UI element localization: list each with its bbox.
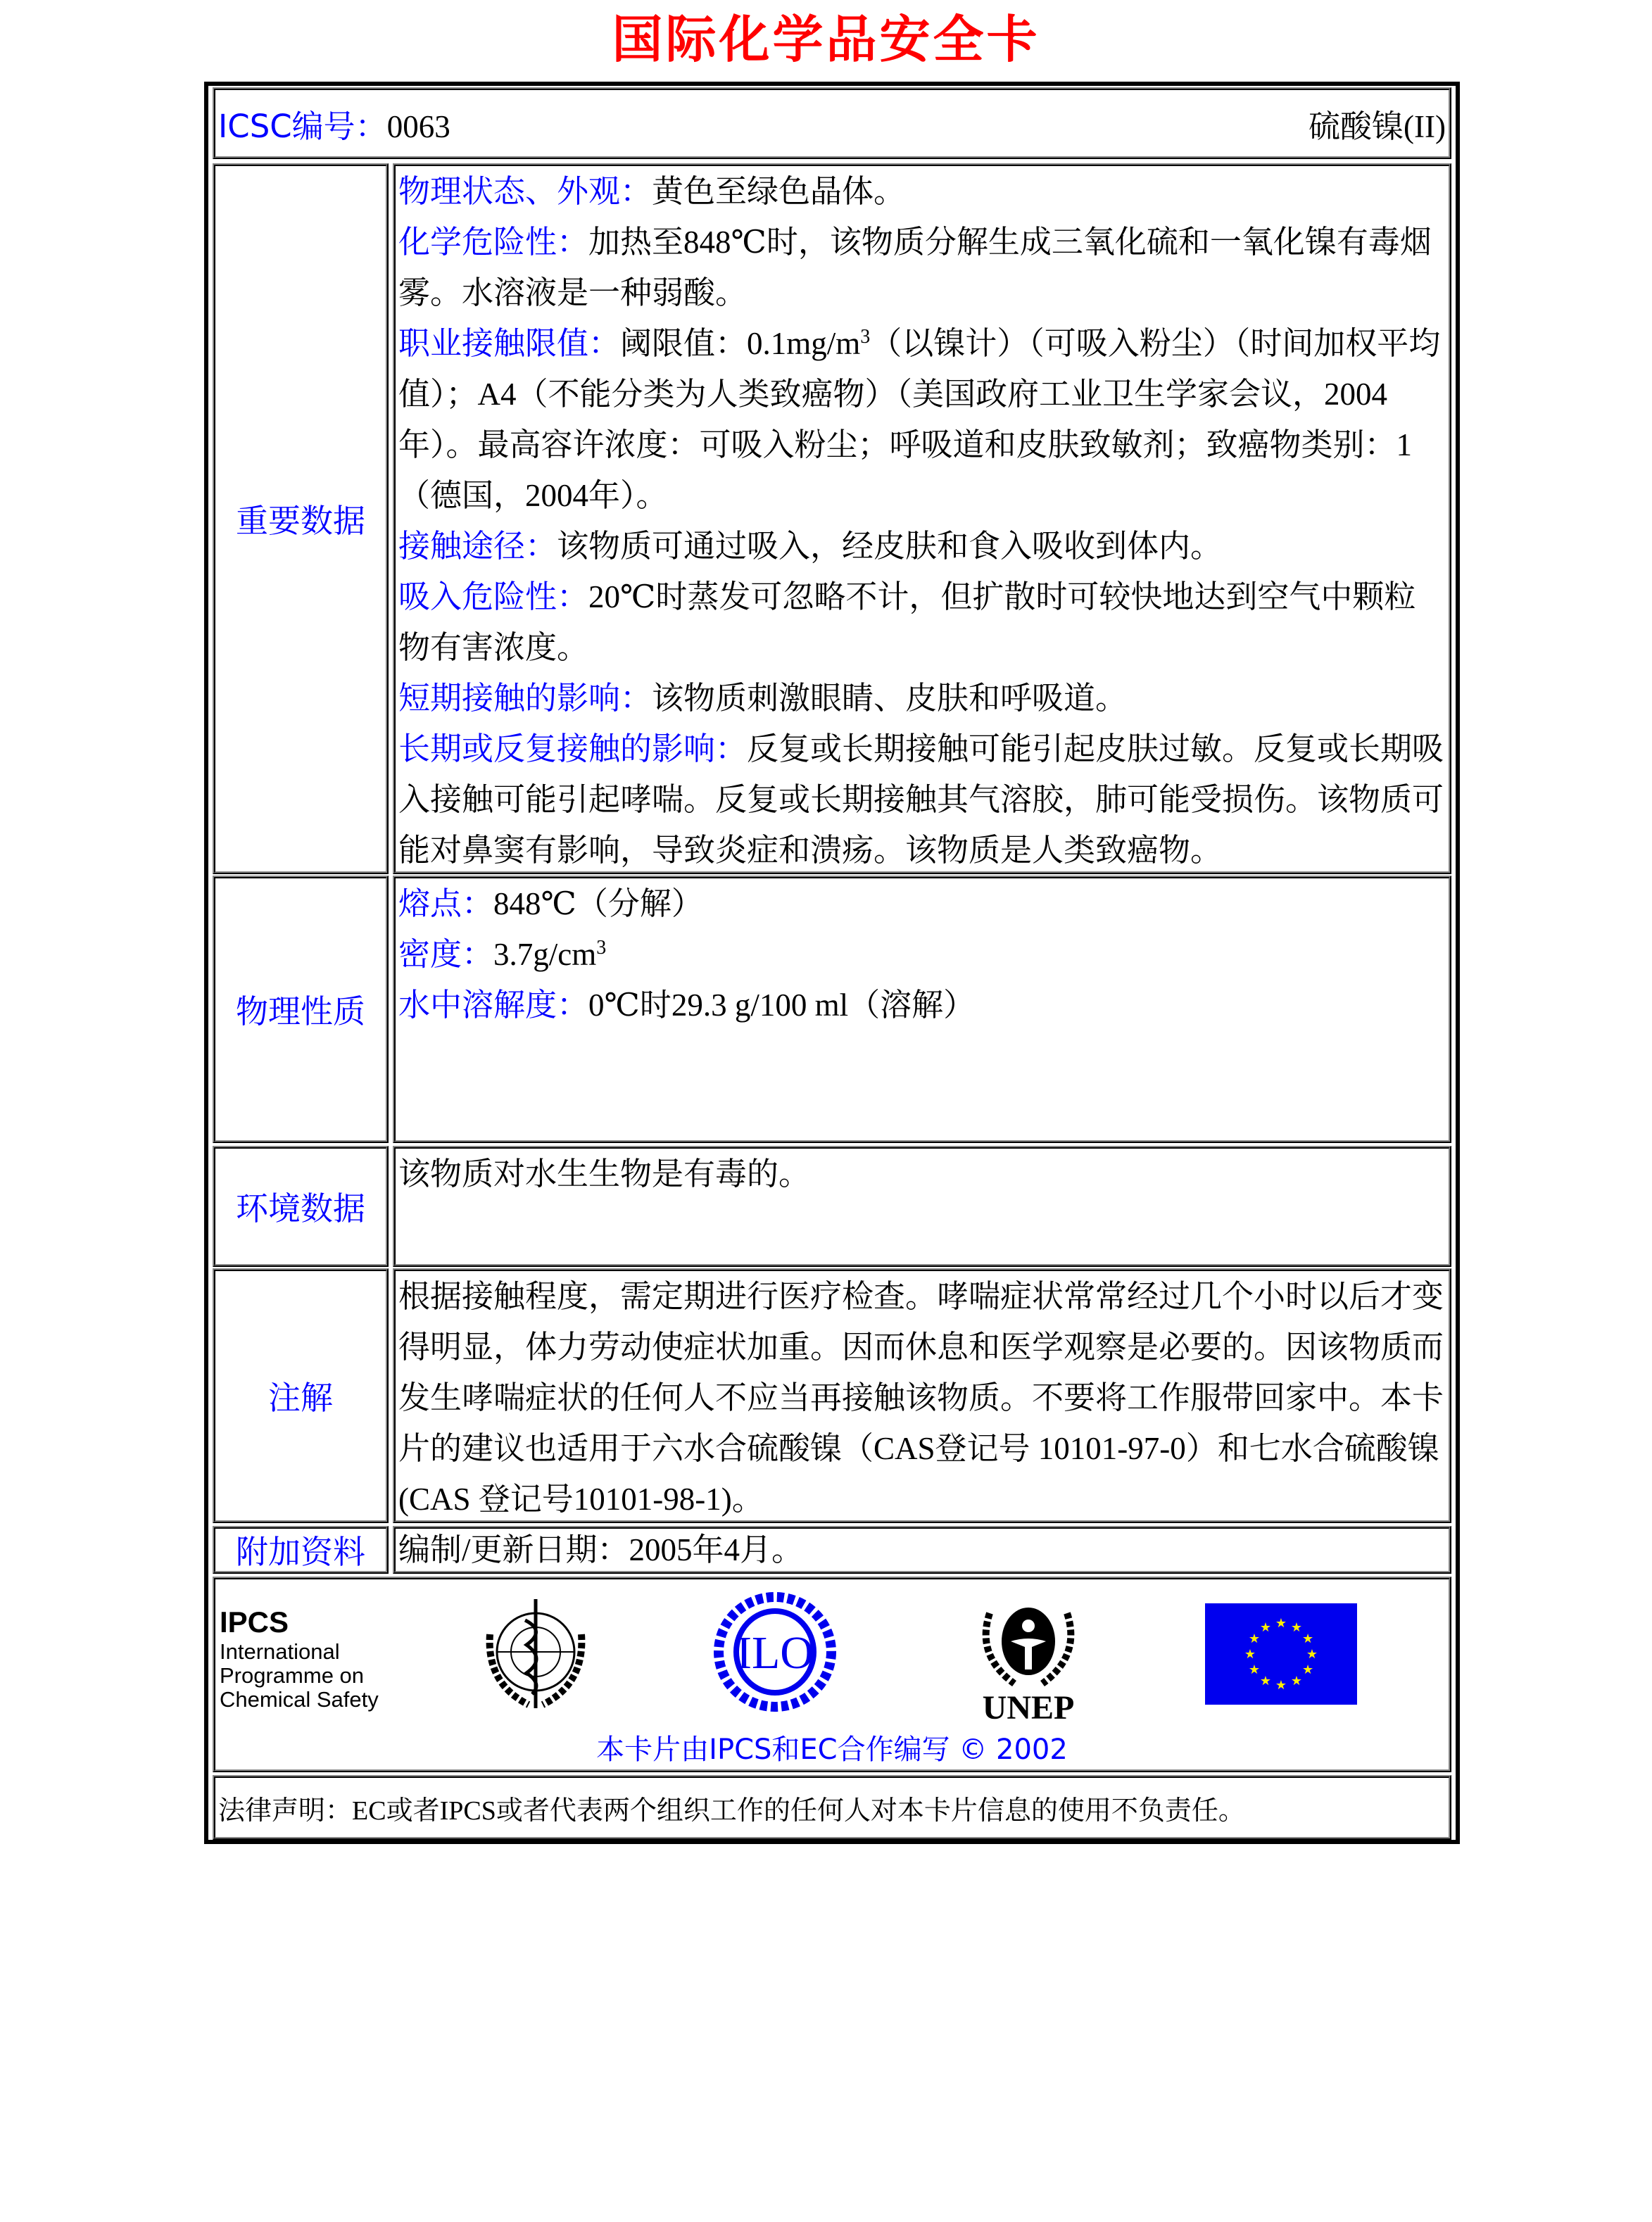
solubility: 水中溶解度：0℃时29.3 g/100 ml（溶解） xyxy=(398,986,976,1023)
eu-star-icon: ★ xyxy=(1302,1662,1314,1677)
notes-content: 根据接触程度，需定期进行医疗检查。哮喘症状常常经过几个小时以后才变得明显，体力劳动使症状加重。因而休息和医学观察是必要的。因该物质而发生哮喘症状的任何人不应当再接触该物质。不要将工作服带回家中。本卡片的建议也适用于六水合硫酸镍（CAS登记号 10101-97-0）和七水合硫酸镍(CAS 登记号10101-98-1)。 xyxy=(393,1268,1451,1523)
notes-label: 注解 xyxy=(213,1268,389,1523)
short-term-effects: 短期接触的影响：该物质刺激眼睛、皮肤和呼吸道。 xyxy=(398,679,1128,717)
exposure-limits: 职业接触限值：阈限值：$0.1mg/m^3$（以镍计）（可吸入粉尘）（时间加权平均值）；A4（不能分类为人类致癌物）（美国政府工业卫生学家会议，2004年）。最高容许浓度：可吸入粉尘；呼吸道和皮肤致敏剂；致癌物类别：1（德国，2004年）。 xyxy=(398,324,1441,513)
page-title: 国际化学品安全卡 xyxy=(612,10,1040,69)
environment-row xyxy=(213,1146,1451,1267)
eu-star-icon: ★ xyxy=(1248,1631,1260,1646)
eu-star-icon: ★ xyxy=(1290,1620,1303,1634)
eu-flag-logo xyxy=(1205,1603,1357,1705)
important-data-content xyxy=(393,163,1451,874)
exposure-routes: 接触途径：该物质可通过吸入，经皮肤和食入吸收到体内。 xyxy=(398,527,1223,564)
important-data-row xyxy=(213,163,1451,874)
header-row xyxy=(213,87,1451,159)
eu-stars-icon xyxy=(1205,1603,1357,1705)
eu-star-icon: ★ xyxy=(1290,1674,1303,1688)
who-logo xyxy=(469,1592,603,1719)
eu-star-icon: ★ xyxy=(1275,1616,1287,1630)
legal-disclaimer: 法律声明： EC或者IPCS或者代表两个组织工作的任何人对本卡片信息的使用不负责任。 xyxy=(213,1775,1451,1840)
svg-text:ILO: ILO xyxy=(736,1627,814,1679)
ilo-logo xyxy=(708,1592,842,1719)
notes-row xyxy=(213,1268,1451,1523)
credit-text: 本卡片由IPCS和EC合作编写 © 2002 xyxy=(596,1734,1068,1766)
chemical-hazard: 化学危险性：加热至848℃时，该物质分解生成三氧化硫和一氧化镍有毒烟雾。水溶液是一种弱酸。 xyxy=(398,223,1432,310)
environment-label: 环境数据 xyxy=(213,1146,389,1267)
svg-text:UNEP: UNEP xyxy=(982,1689,1075,1726)
physical-properties-row xyxy=(213,876,1451,1143)
long-term-effects: 长期或反复接触的影响：反复或长期接触可能引起皮肤过敏。反复或长期吸入接触可能引起哮喘。反复或长期接触其气溶胶，肺可能受损伤。该物质可能对鼻窦有影响，导致炎症和溃疡。该物质是人类致癌物。 xyxy=(398,730,1444,868)
ipcs-text: IPCS International Programme on Chemical Safety xyxy=(220,1605,379,1712)
additional-label: 附加资料 xyxy=(213,1526,389,1574)
physical-properties-content xyxy=(393,876,1451,1143)
footer-logos-row xyxy=(213,1577,1451,1772)
eu-star-icon: ★ xyxy=(1259,1620,1272,1634)
icsc-number: ICSC编号：0063 xyxy=(218,107,450,145)
legal-row xyxy=(213,1775,1451,1840)
additional-content: 编制/更新日期：2005年4月。 xyxy=(393,1526,1451,1574)
unep-logo xyxy=(961,1592,1095,1726)
inhalation-hazard: 吸入危险性：20℃时蒸发可忽略不计，但扩散时可较快地达到空气中颗粒物有害浓度。 xyxy=(398,578,1416,665)
eu-star-icon: ★ xyxy=(1275,1678,1287,1692)
substance-name: 硫酸镍(II) xyxy=(1309,108,1446,144)
physical-state: 物理状态、外观：黄色至绿色晶体。 xyxy=(398,172,906,210)
melting-point: 熔点：848℃（分解） xyxy=(398,885,703,922)
additional-row xyxy=(213,1526,1451,1574)
safety-card xyxy=(204,82,1460,1844)
eu-star-icon: ★ xyxy=(1244,1647,1256,1661)
physical-properties-label: 物理性质 xyxy=(213,876,389,1143)
eu-star-icon: ★ xyxy=(1302,1631,1314,1646)
eu-star-icon: ★ xyxy=(1248,1662,1260,1677)
eu-star-icon: ★ xyxy=(1259,1674,1272,1688)
environment-content: 该物质对水生生物是有毒的。 xyxy=(393,1146,1451,1267)
important-data-label: 重要数据 xyxy=(213,163,389,874)
eu-star-icon: ★ xyxy=(1306,1647,1318,1661)
density: 密度：$3.7g/cm^3$ xyxy=(398,935,607,973)
